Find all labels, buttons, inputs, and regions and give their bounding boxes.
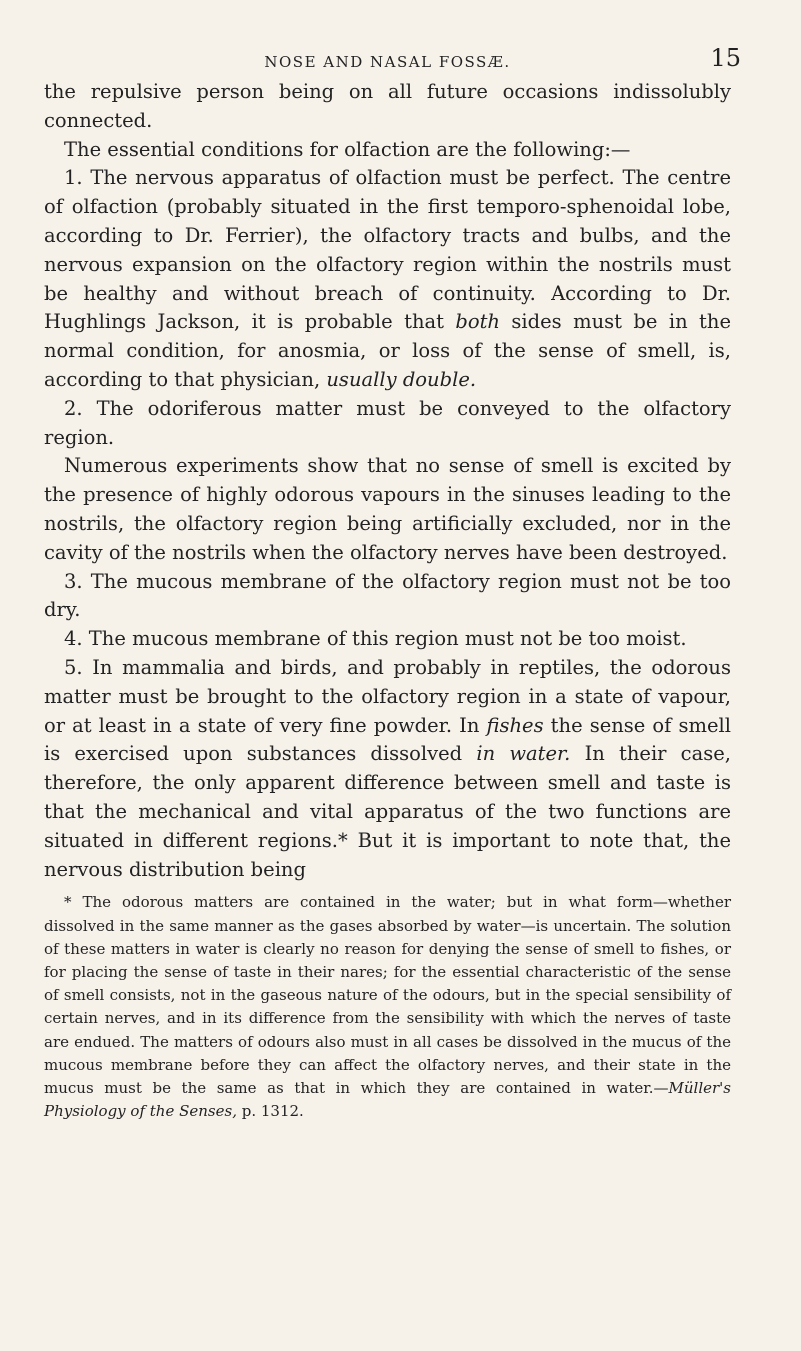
text-run: 5. In mammalia and birds, and probably in reptiles, the odorous matter must be brought to the olfactory region in a state of vapour, or at least in a state of very fine powder. In [44,655,731,737]
italic-text: both [455,310,500,334]
paragraph-intro: The essential conditions for olfaction are the following:— [64,137,631,161]
running-head: NOSE AND NASAL FOSSÆ. [264,53,511,71]
footnote-source: Müller's Physiology of the Senses, [44,1078,731,1121]
footnote-text [44,891,731,1123]
paragraph-condition-2: 2. The odoriferous matter must be conveyed to the olfactory region. [44,396,731,449]
text-run: sides must be in the normal condition, for anosmia, or loss of the sense of smell, is, according to that physician, [44,310,731,391]
footnote [44,891,731,1123]
page-header [44,0,741,78]
paragraph-condition-5 [44,654,731,884]
italic-text: fishes [486,713,544,737]
paragraph-condition-4: 4. The mucous membrane of this region must not be too moist. [64,627,687,651]
body-text [44,78,731,884]
paragraph-condition-1 [44,164,731,394]
text-run: the sense of smell is exercised upon substances dissolved [44,713,731,766]
italic-text: usually double. [326,367,477,391]
footnote-page-ref: p. 1312. [236,1102,304,1121]
paragraph-condition-3: 3. The mucous membrane of the olfactory region must not be too dry. [44,569,731,622]
text-run: In their case, therefore, the only apparent difference between smell and taste is that the mechanical and vital apparatus of the two functions are situated in different regions.* But it is important to note that, the nervous distribution being [44,742,731,881]
footnote-body: * The odorous matters are contained in the water; but in what form—whether dissolved in the same manner as the gases absorbed by water—is uncertain. The solution of these matters in water is clearly no reason for denying the sense of smell to fishes, or for placing the sense of taste in their nares; for the essential characteristic of the sense of smell consists, not in the gaseous nature of the odours, but in the special sensibility of certain nerves, and in its difference from the sensibility with which the nerves of taste are endued. The matters of odours also must in all cases be dissolved in the mucus of the mucous membrane before they can affect the olfactory nerves, and their state in the mucus must be the same as that in which they are contained in water.— [44,893,731,1097]
page-number: 15 [710,44,741,72]
paragraph-continued: the repulsive person being on all future occasions indissolubly connected. [44,80,731,132]
paragraph-experiments: Numerous experiments show that no sense of smell is excited by the presence of highly odorous vapours in the sinuses leading to the nostrils, the olfactory region being artificially excluded, nor in the cavity of the nostrils when the olfactory nerves have been destroyed. [44,454,731,564]
italic-text: in water. [476,742,571,766]
text-run: 1. The nervous apparatus of olfaction must be perfect. The centre of olfaction (probably situated in the first temporo-sphenoidal lobe, according to Dr. Ferrier), the olfactory tracts and bulbs, and the nervous expansion on the olfactory region within the nostrils must be healthy and without breach of continuity. According to Dr. Hughlings Jackson, it is probable that [44,166,731,334]
